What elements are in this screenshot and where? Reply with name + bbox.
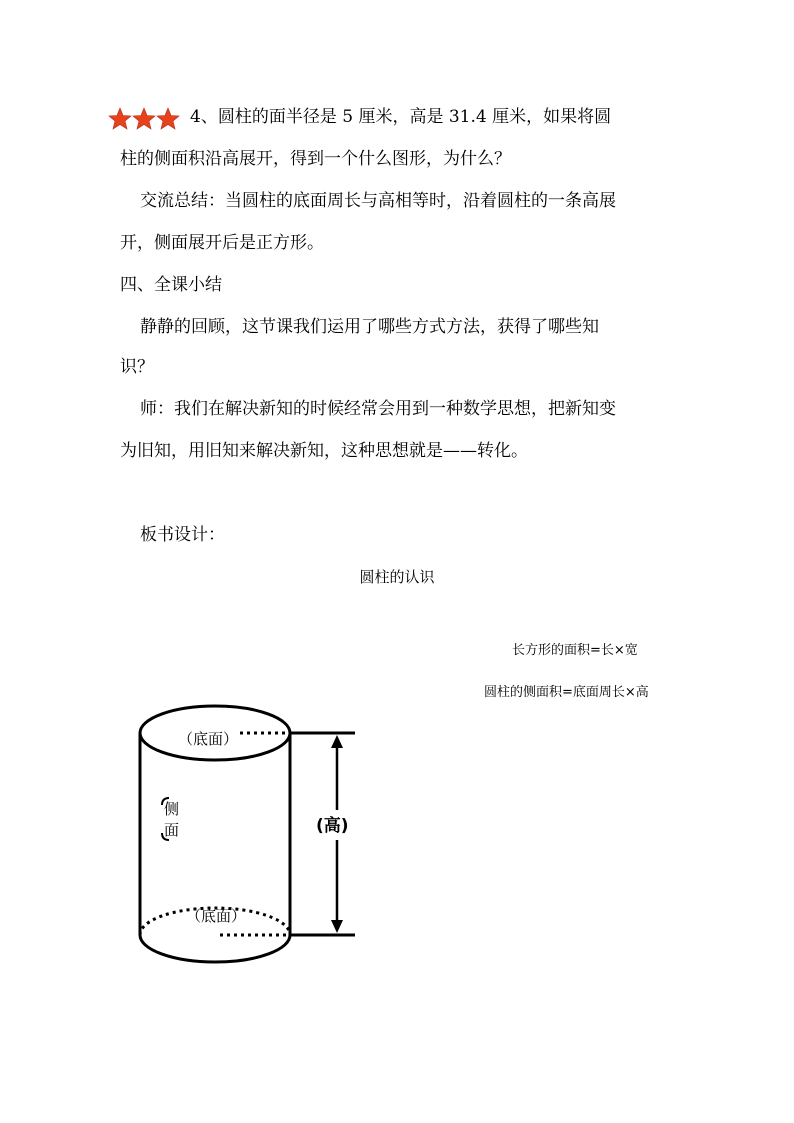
board-title: 圆柱的认识 xyxy=(359,568,435,586)
problem-line-2: 柱的侧面积沿高展开，得到一个什么图形，为什么？ xyxy=(120,149,511,169)
bottom-front-arc xyxy=(140,935,290,962)
top-base-label: （底面） xyxy=(178,730,239,748)
board-design-label: 板书设计： xyxy=(140,525,225,545)
section-heading: 四、全课小结 xyxy=(120,275,222,295)
height-label: (高) xyxy=(316,816,349,836)
problem-line-1: 4、圆柱的面半径是 5 厘米，高是 31.4 厘米，如果将圆 xyxy=(190,107,612,127)
cylinder-diagram xyxy=(120,690,380,980)
summary-line-2: 开，侧面展开后是正方形。 xyxy=(120,233,324,253)
rectangle-area-formula: 长方形的面积=长×宽 xyxy=(512,643,638,658)
review-line-1: 静静的回顾，这节课我们运用了哪些方式方法，获得了哪些知 xyxy=(140,317,599,337)
bottom-base-label: （底面） xyxy=(186,907,247,925)
teacher-line-2: 为旧知，用旧知来解决新知，这种思想就是——转化。 xyxy=(120,441,528,461)
teacher-line-1: 师：我们在解决新知的时候经常会用到一种数学思想，把新知变 xyxy=(140,399,616,419)
lateral-area-formula: 圆柱的侧面积=底面周长×高 xyxy=(484,685,649,700)
side-label-2: 面 xyxy=(164,821,180,839)
summary-line-1: 交流总结：当圆柱的底面周长与高相等时，沿着圆柱的一条高展 xyxy=(140,191,616,211)
side-label-1: 侧 xyxy=(164,800,180,818)
review-line-2: 识？ xyxy=(120,357,154,377)
height-arrowhead-top xyxy=(331,735,343,748)
three-star-icon xyxy=(108,106,180,132)
height-arrowhead-bottom xyxy=(331,920,343,933)
